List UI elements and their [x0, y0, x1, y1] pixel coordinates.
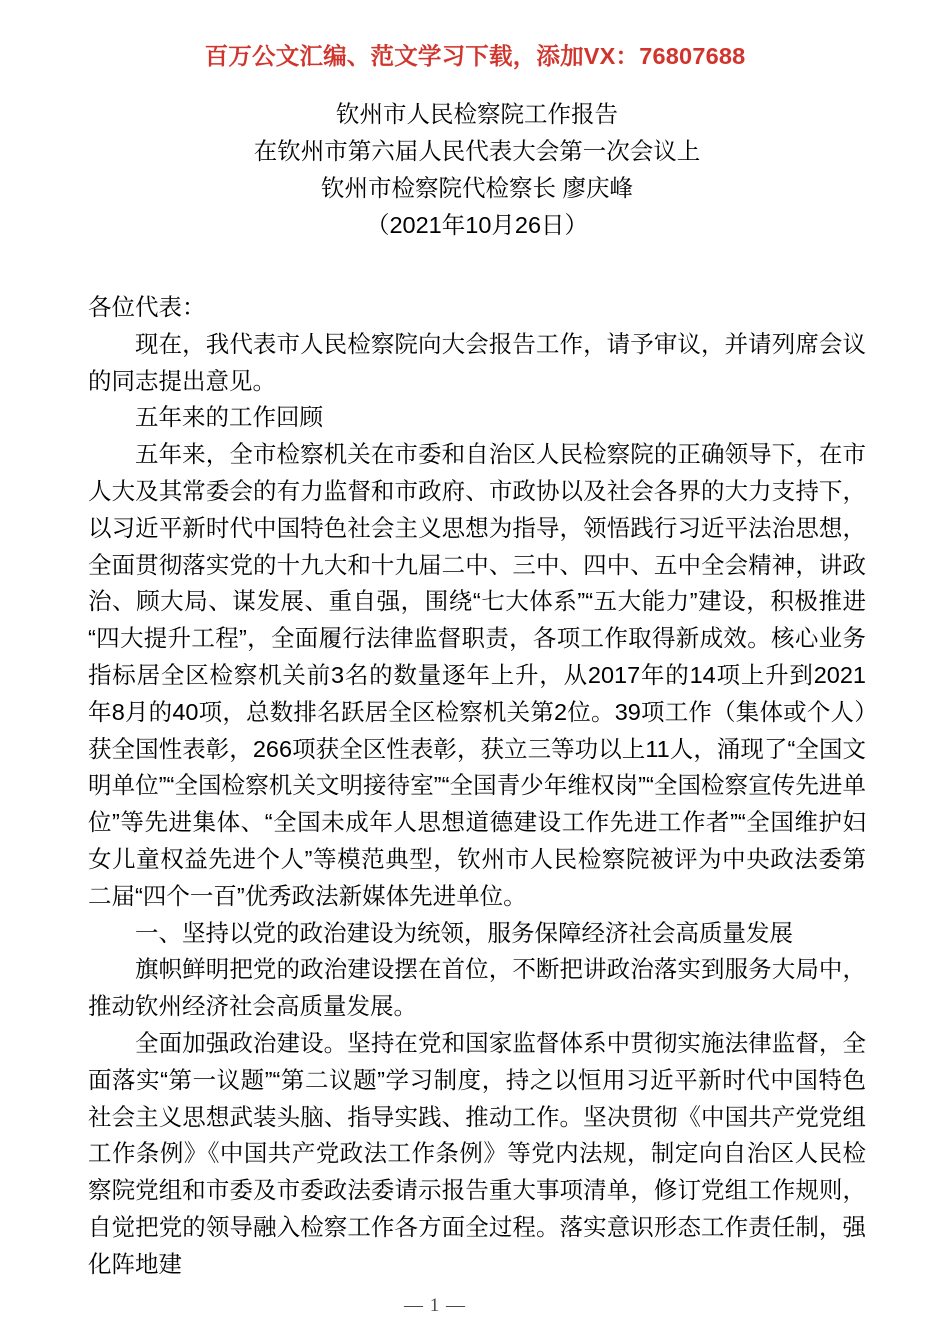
paragraph-one-1: 旗帜鲜明把党的政治建设摆在首位，不断把讲政治落实到服务大局中，推动钦州经济社会高质量发展。 — [88, 956, 866, 1020]
heading-section-one: 一、坚持以党的政治建设为统领，服务保障经济社会高质量发展 — [135, 919, 793, 946]
document-subtitle: 在钦州市第六届人民代表大会第一次会议上 — [253, 138, 701, 164]
document-date: （2021年10月26日） — [365, 212, 589, 238]
paragraph-intro: 现在，我代表市人民检察院向大会报告工作，请予审议，并请列席会议的同志提出意见。 — [88, 330, 866, 394]
document-author: 钦州市检察院代检察长 廖庆峰 — [320, 175, 634, 201]
paragraph-one-2: 全面加强政治建设。坚持在党和国家监督体系中贯彻实施法律监督，全面落实“第一议题”“第二议题”学习制度，持之以恒用习近平新时代中国特色社会主义思想武装头脑、指导实践、推动工作。坚决贯彻《中国共产党党组工作条例》《中国共产党政法工作条例》等党内法规，制定向自治区人民检察院党组和市委及市委政法委请示报告重大事项清单，修订党组工作规则，自觉把党的领导融入检察工作各方面全过程。落实意识形态工作责任制，强化阵地建 — [88, 1029, 866, 1277]
document-title-block — [88, 96, 866, 244]
section-heading-review: 五年来的工作回顾 — [135, 404, 323, 431]
document-title: 钦州市人民检察院工作报告 — [336, 101, 618, 127]
page-number-footer: — 1 — — [404, 1295, 466, 1316]
salutation: 各位代表： — [88, 294, 206, 320]
title-body-spacer — [88, 244, 866, 289]
paragraph-review-summary: 五年来，全市检察机关在市委和自治区人民检察院的正确领导下，在市人大及其常委会的有力监督和市政府、市政协以及社会各界的大力支持下，以习近平新时代中国特色社会主义思想为指导，领悟践行习近平法治思想，全面贯彻落实党的十九大和十九届二中、三中、四中、五中全会精神，讲政治、顾大局、谋发展、重自强，围绕“七大体系”“五大能力”建设，积极推进“四大提升工程”，全面履行法律监督职责，各项工作取得新成效。核心业务指标居全区检察机关前3名的数量逐年上升，从2017年的14项上升到2021年8月的40项，总数排名跃居全区检察机关第2位。39项工作（集体或个人）获全国性表彰，266项获全区性表彰，获立三等功以上11人，涌现了“全国文明单位”“全国检察机关文明接待室”“全国青少年维权岗”“全国检察宣传先进单位”等先进集体、“全国未成年人思想道德建设工作先进工作者”“全国维护妇女儿童权益先进个人”等模范典型，钦州市人民检察院被评为中央政法委第二届“四个一百”优秀政法新媒体先进单位。 — [88, 441, 866, 909]
promo-banner-text: 百万公文汇编、范文学习下载，添加VX：76807688 — [204, 43, 746, 69]
document-content — [88, 96, 866, 1283]
